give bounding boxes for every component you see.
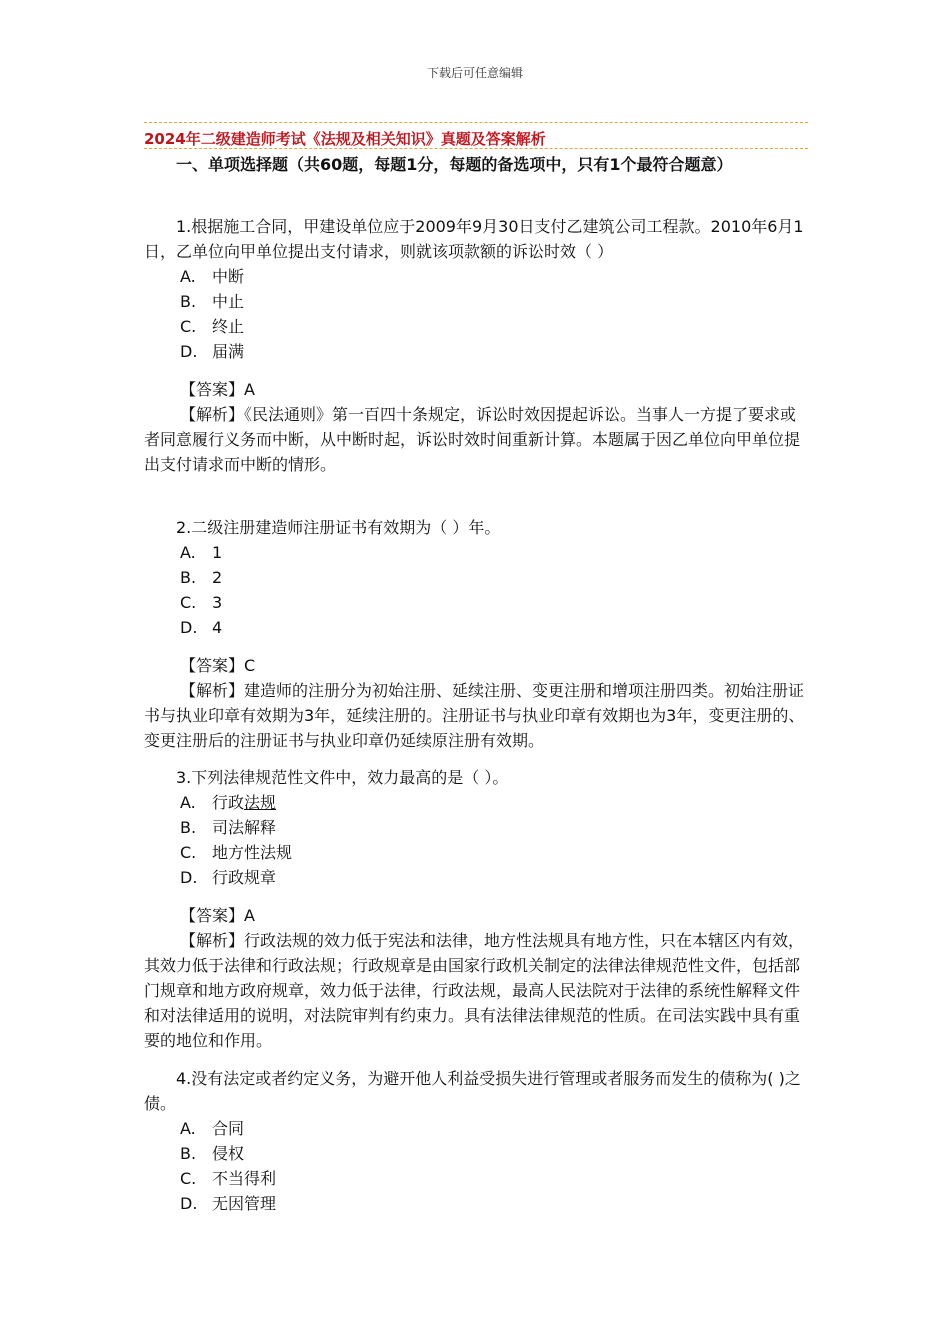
- option-b: B. 侵权: [180, 1144, 245, 1163]
- option-a: A. 中断: [180, 267, 245, 286]
- option-b: B. 2: [180, 568, 223, 587]
- explanation: 【解析】建造师的注册分为初始注册、延续注册、变更注册和增项注册四类。初始注册证书与执业印章有效期为3年，延续注册的。注册证书与执业印章有效期也为3年，变更注册的、变更注册后的注册证书与执业印章仍延续原注册有效期。: [144, 681, 805, 750]
- option-b: B. 中止: [180, 292, 245, 311]
- header-note: 下载后可任意编辑: [426, 66, 523, 80]
- answer: 【答案】C: [180, 656, 256, 675]
- question-4: [144, 1066, 808, 1216]
- question-stem: 1.根据施工合同，甲建设单位应于2009年9月30日支付乙建筑公司工程款。2010年6月1日，乙单位向甲单位提出支付请求，则就该项款额的诉讼时效（ ）: [144, 217, 804, 261]
- option-d: D. 4: [180, 618, 223, 637]
- explanation: 【解析】《民法通则》第一百四十条规定，诉讼时效因提起诉讼。当事人一方提了要求或者同意履行义务而中断，从中断时起，诉讼时效时间重新计算。本题属于因乙单位向甲单位提出支付请求而中断的情形。: [144, 405, 801, 474]
- option-b: B. 司法解释: [180, 818, 277, 837]
- title-divider-bottom: [144, 148, 808, 149]
- option-d: D. 无因管理: [180, 1194, 277, 1213]
- option-a: A. 1: [180, 543, 223, 562]
- option-a: A. 合同: [180, 1119, 245, 1138]
- document-title: 2024年二级建造师考试《法规及相关知识》真题及答案解析: [144, 130, 546, 148]
- title-divider-top: [144, 122, 808, 123]
- option-c: C. 终止: [180, 317, 245, 336]
- section-heading: 一、单项选择题（共60题，每题1分，每题的备选项中，只有1个最符合题意）: [176, 155, 733, 174]
- explanation: 【解析】行政法规的效力低于宪法和法律，地方性法规具有地方性，只在本辖区内有效，其效力低于法律和行政法规；行政规章是由国家行政机关制定的法律法律规范性文件，包括部门规章和地方政府规章，效力低于法律，行政法规，最高人民法院对于法律的系统性解释文件和对法律适用的说明，对法院审判有约束力。具有法律法律规范的性质。在司法实践中具有重要的地位和作用。: [144, 931, 805, 1050]
- question-stem: 4.没有法定或者约定义务，为避开他人利益受损失进行管理或者服务而发生的债称为( )之债。: [144, 1069, 801, 1113]
- question-2: [144, 515, 808, 753]
- option-d: D. 行政规章: [180, 868, 277, 887]
- option-d: D. 届满: [180, 342, 245, 361]
- option-a: A. 行政法规: [180, 793, 277, 812]
- option-c: C. 不当得利: [180, 1169, 277, 1188]
- question-3: [144, 765, 808, 1053]
- question-stem: 2.二级注册建造师注册证书有效期为（ ）年。: [176, 518, 501, 537]
- question-1: [144, 214, 808, 477]
- question-stem: 3.下列法律规范性文件中，效力最高的是（ ）。: [176, 768, 509, 787]
- option-c: C. 3: [180, 593, 223, 612]
- option-c: C. 地方性法规: [180, 843, 293, 862]
- answer: 【答案】A: [180, 906, 255, 925]
- answer: 【答案】A: [180, 380, 255, 399]
